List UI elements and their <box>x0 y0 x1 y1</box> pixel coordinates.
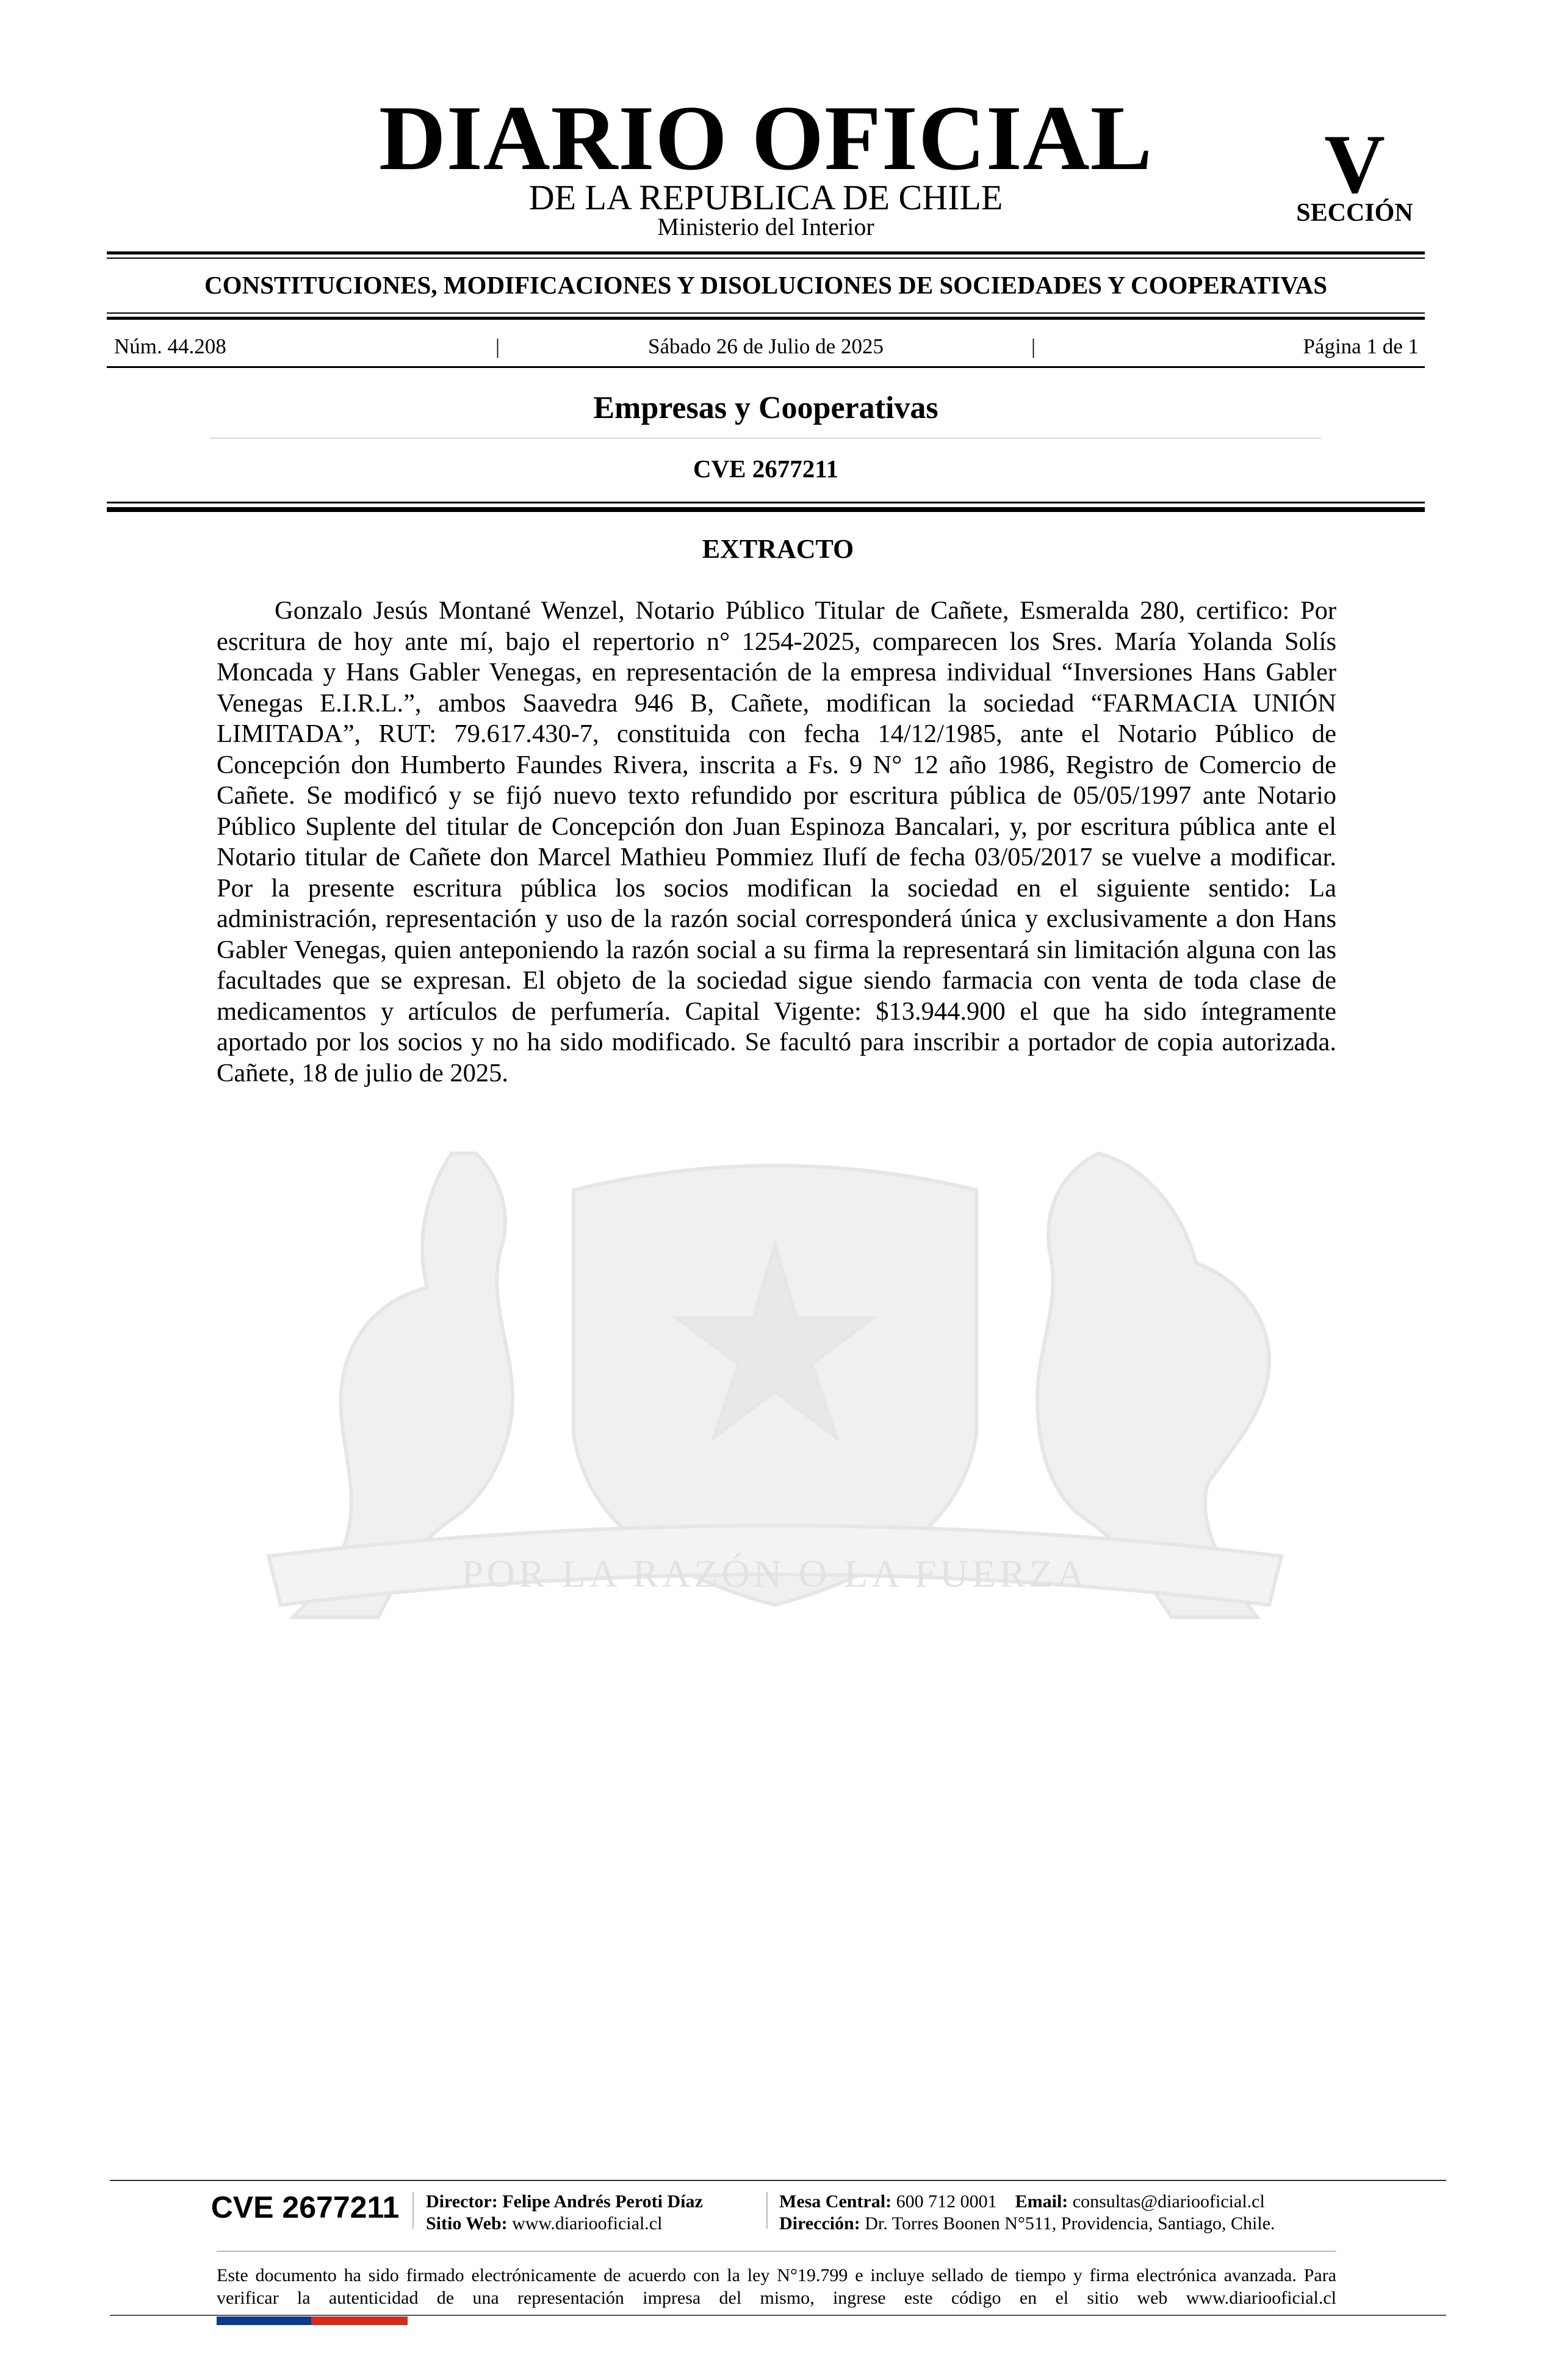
footer-rule-top <box>110 2180 1446 2181</box>
content-rule-thick <box>107 507 1425 512</box>
masthead-ministry: Ministerio del Interior <box>657 213 874 240</box>
masthead-rule-top-thin <box>107 258 1425 259</box>
footer-divider <box>766 2192 768 2229</box>
signature-note: Este documento ha sido firmado electrónicamente de acuerdo con la ley N°19.799 e incluye sellado de tiempo y firma electrónica avanzada. Para verificar la autenticidad de una representación impresa del mismo, ingrese este código en el sitio web www.diariooficial.cl <box>217 2265 1336 2308</box>
website-label: Sitio Web: <box>426 2213 508 2234</box>
section-letter: V <box>1324 117 1385 211</box>
cve-heading: CVE 2677211 <box>693 455 839 483</box>
motto-text: POR LA RAZÓN O LA FUERZA <box>461 1552 1089 1595</box>
extract-body: Gonzalo Jesús Montané Wenzel, Notario Público Titular de Cañete, Esmeralda 280, certifico: Por escritura de hoy ante mí, bajo el repertorio n° 1254-2025, comparecen los Sres. María Yolanda Solís Moncada y Hans Gabler Venegas, en representación de la empresa individual “Inversiones Hans Gabler Venegas E.I.R.L.”, ambos Saavedra 946 B, Cañete, modifican la sociedad “FARMACIA UNIÓN LIMITADA”, RUT: 79.617.430-7, constituida con fecha 14/12/1985, ante el Notario Público de Concepción don Humberto Faundes Rivera, inscrita a Fs. 9 N° 12 año 1986, Registro de Comercio de Cañete. Se modificó y se fijó nuevo texto refundido por escritura pública de 05/05/1997 ante Notario Público Suplente del titular de Concepción don Juan Espinoza Bancalari, y, por escritura pública ante el Notario titular de Cañete don Marcel Mathieu Pommiez Ilufí de fecha 03/05/2017 se vuelve a modificar. Por la presente escritura pública los socios modifican la sociedad en el siguiente sentido: La administración, representación y uso de la razón social corresponderá única y exclusivamente a don Hans Gabler Venegas, quien anteponiendo la razón social a su firma la representará sin limitación alguna con las facultades que se expresan. El objeto de la sociedad sigue siendo farmacia con venta de toda clase de medicamentos y artículos de perfumería. Capital Vigente: $13.944.900 el que ha sido íntegramente aportado por los socios y no ha sido modificado. Se facultó para inscribir a portador de copia autorizada. Cañete, 18 de julio de 2025. <box>217 596 1336 1087</box>
address-value: Dr. Torres Boonen N°511, Providencia, Santiago, Chile. <box>865 2213 1275 2234</box>
phone-value: 600 712 0001 <box>896 2191 997 2212</box>
masthead-subtitle: DE LA REPUBLICA DE CHILE <box>528 178 1003 217</box>
footer-rule-bottom <box>110 2315 1446 2316</box>
heading-divider <box>211 438 1321 439</box>
footer-contact-block <box>779 2191 1275 2235</box>
email-link[interactable]: consultas@diariooficial.cl <box>1072 2191 1265 2212</box>
masthead-title: DIARIO OFICIAL <box>378 87 1153 189</box>
page-number: Página 1 de 1 <box>1303 334 1419 358</box>
document-title: EXTRACTO <box>702 534 854 564</box>
category-banner: CONSTITUCIONES, MODIFICACIONES Y DISOLUCIONES DE SOCIEDADES Y COOPERATIVAS <box>204 271 1328 299</box>
section-label: SECCIÓN <box>1296 199 1413 227</box>
meta-separator: | <box>495 334 500 358</box>
website-link[interactable]: www.diariooficial.cl <box>512 2213 663 2234</box>
phone-label: Mesa Central: <box>779 2191 892 2212</box>
content-rule-thin <box>107 502 1425 503</box>
issue-number: Núm. 44.208 <box>114 334 226 358</box>
coat-of-arms-watermark-icon <box>195 1117 1355 1666</box>
banner-rule-bottom-thin <box>107 312 1425 314</box>
footer-cve-code: CVE 2677211 <box>211 2190 400 2224</box>
address-label: Dirección: <box>779 2213 860 2234</box>
masthead-rule-top <box>107 251 1425 254</box>
banner-rule-bottom <box>107 317 1425 320</box>
director-label: Director: <box>426 2191 498 2212</box>
email-label: Email: <box>1015 2191 1068 2212</box>
footer-director-block <box>426 2191 703 2235</box>
flag-bar-blue <box>217 2317 311 2325</box>
footer-rule-middle <box>217 2251 1336 2252</box>
issue-date: Sábado 26 de Julio de 2025 <box>648 334 884 358</box>
director-value: Felipe Andrés Peroti Díaz <box>502 2191 703 2212</box>
company-heading: Empresas y Cooperativas <box>593 391 938 425</box>
meta-separator: | <box>1031 334 1036 358</box>
footer-divider <box>412 2192 414 2229</box>
flag-bar-red <box>311 2317 408 2325</box>
meta-rule <box>107 366 1425 368</box>
